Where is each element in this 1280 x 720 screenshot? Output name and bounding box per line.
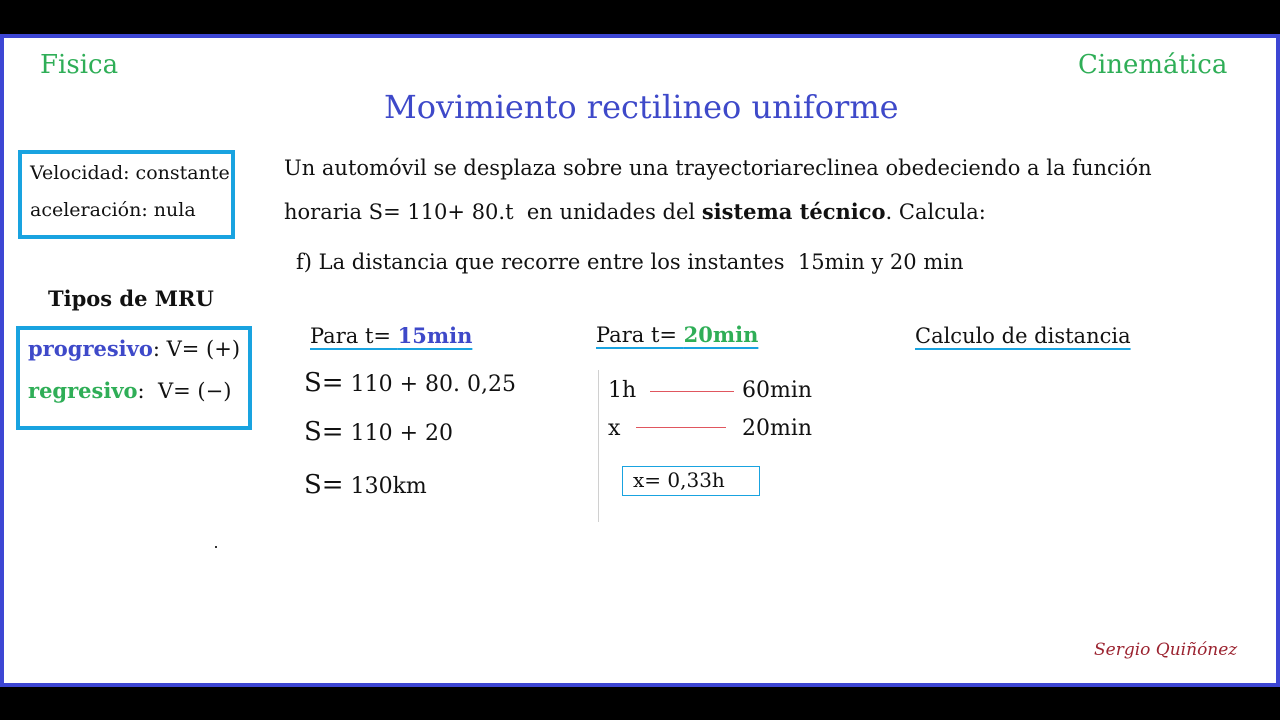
problem-line-1: Un automóvil se desplaza sobre una trayectoriareclinea obedeciendo a la función	[284, 156, 1152, 180]
velocity-text: Velocidad: constante	[30, 162, 230, 184]
properties-box	[18, 150, 235, 239]
regressive-formula: : V= (−)	[137, 379, 232, 403]
progressive-row	[28, 336, 240, 361]
rule-row1-left: 1h	[608, 378, 637, 403]
result-text: x= 0,33h	[633, 468, 725, 492]
rule-row2-right: 20min	[742, 416, 813, 441]
slide	[0, 34, 1280, 687]
author-label: Sergio Quiñónez	[1094, 640, 1238, 660]
page-title: Movimiento rectilineo uniforme	[384, 88, 899, 126]
col2-heading: Para t= 20min	[596, 322, 759, 347]
topic-label: Cinemática	[1078, 50, 1228, 80]
equation-3: S= 130km	[304, 470, 427, 500]
col3-heading: Calculo de distancia	[915, 324, 1131, 348]
progressive-formula: : V= (+)	[152, 337, 241, 361]
subject-label: Fisica	[40, 50, 119, 80]
regressive-row	[28, 378, 231, 403]
types-heading: Tipos de MRU	[48, 286, 214, 311]
regressive-label: regresivo	[28, 378, 138, 403]
result-box	[622, 466, 760, 496]
column-divider	[598, 370, 599, 522]
stray-dot	[215, 546, 217, 548]
col1-heading: Para t= 15min	[310, 323, 473, 348]
equation-1: S= 110 + 80. 0,25	[304, 368, 516, 398]
equation-2: S= 110 + 20	[304, 417, 454, 447]
question-text: f) La distancia que recorre entre los instantes 15min y 20 min	[296, 250, 964, 274]
progressive-label: progresivo	[28, 336, 153, 361]
acceleration-text: aceleración: nula	[30, 199, 196, 221]
rule-line-1	[650, 391, 734, 392]
rule-line-2	[636, 427, 726, 428]
types-box	[16, 326, 252, 430]
rule-row2-left: x	[608, 416, 621, 441]
rule-row1-right: 60min	[742, 378, 813, 403]
problem-line-2: horaria S= 110+ 80.t en unidades del sistema técnico. Calcula:	[284, 199, 986, 224]
